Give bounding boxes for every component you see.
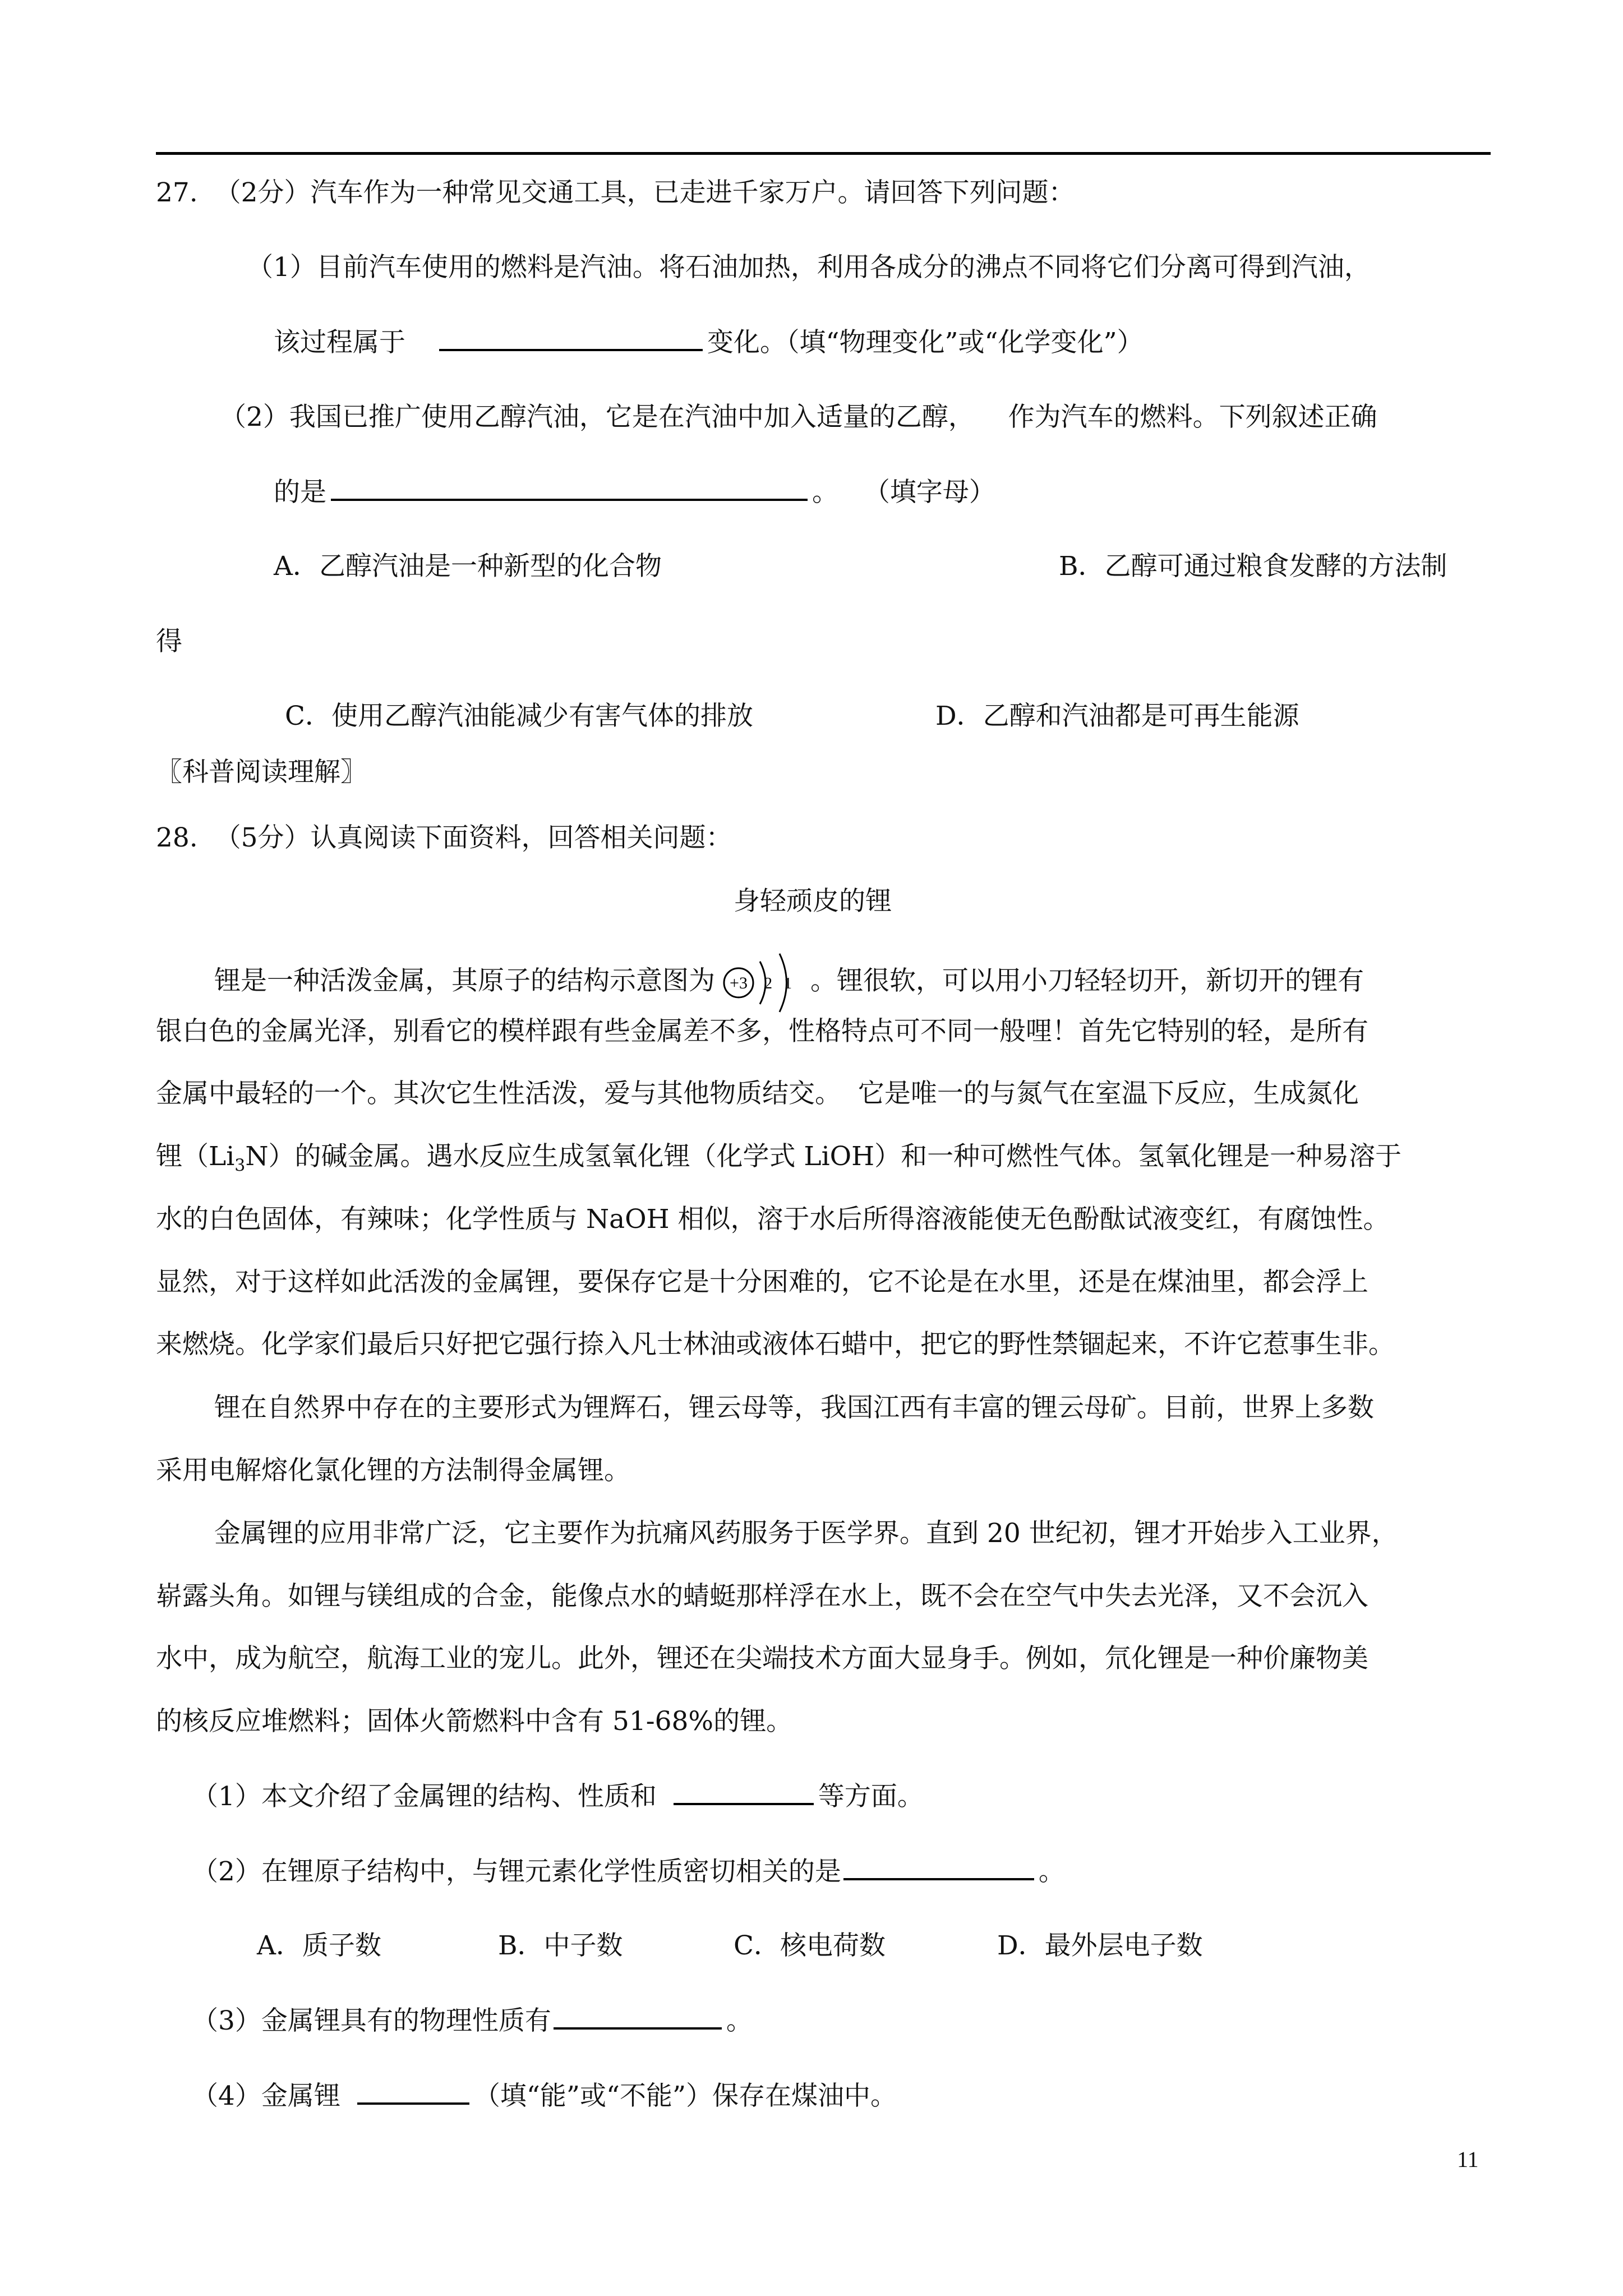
q27-part2-line2: 的是 。 （填字母） [274,474,995,510]
para3-line4: 的核反应堆燃料；固体火箭燃料中含有 51-68%的锂。 [156,1706,793,1737]
q28-q1-answer-blank[interactable] [674,1778,814,1805]
para2-line2: 采用电解熔化氯化锂的方法制得金属锂。 [156,1455,630,1486]
q28-q4-answer-blank[interactable] [357,2078,469,2105]
lithium-atom-diagram [721,949,805,1016]
q28-question-2: （2）在锂原子结构中，与锂元素化学性质密切相关的是 。 [192,1853,1065,1890]
q28-q2-option-d: D．最外层电子数 [997,1930,1203,1961]
q27-option-c: C．使用乙醇汽油能减少有害气体的排放 [285,701,753,731]
q27-option-b: B．乙醇可通过粮食发酵的方法制 [1059,551,1447,582]
page-number: 11 [1457,2147,1479,2172]
atom-nucleus-charge: +3 [730,974,748,992]
article-title: 身轻顽皮的锂 [734,886,892,917]
q28-question-4: （4）金属锂 （填“能”或“不能”）保存在煤油中。 [192,2078,897,2114]
q27-part1-line1: （1）目前汽车使用的燃料是汽油。将石油加热，利用各成分的沸点不同将它们分离可得到汽油， [247,252,1371,283]
q28-stem: 28. （5分）认真阅读下面资料，回答相关问题： [156,822,732,853]
q28-q2-option-c: C．核电荷数 [734,1930,886,1961]
para1-line5: 水的白色固体，有辣味；化学性质与 NaOH 相似，溶于水后所得溶液能使无色酚酞试液变红，有腐蚀性。 [156,1204,1390,1235]
para3-line1: 金属锂的应用非常广泛，它主要作为抗痛风药服务于医学界。直到 20 世纪初，锂才开始步入工业界， [214,1518,1398,1549]
q27-part2-line1: （2）我国已推广使用乙醇汽油，它是在汽油中加入适量的乙醇， 作为汽车的燃料。下列叙述正确 [220,402,1377,432]
q27-option-d: D．乙醇和汽油都是可再生能源 [935,701,1299,731]
q27-part1-answer-blank[interactable] [439,324,703,351]
q27-option-b-continued: 得 [156,626,182,657]
q28-question-3: （3）金属锂具有的物理性质有 。 [192,2003,753,2039]
para1-line2: 银白色的金属光泽，别看它的模样跟有些金属差不多，性格特点可不同一般哩！首先它特别的轻，是所有 [156,1016,1368,1047]
atom-shell-2-electrons: 1 [784,975,792,992]
q28-q2-answer-blank[interactable] [843,1853,1034,1880]
para2-line1: 锂在自然界中存在的主要形式为锂辉石，锂云母等，我国江西有丰富的锂云母矿。目前，世界上多数 [214,1392,1374,1423]
header-rule [156,152,1491,155]
para3-line2: 崭露头角。如锂与镁组成的合金，能像点水的蜻蜓那样浮在水上，既不会在空气中失去光泽，又不会沉入 [156,1581,1368,1612]
q28-q2-option-a: A．质子数 [257,1930,381,1961]
section-header: 〖科普阅读理解〗 [156,757,367,788]
para1-line6: 显然，对于这样如此活泼的金属锂，要保存它是十分困难的，它不论是在水里，还是在煤油里，都会浮上 [156,1267,1368,1297]
q28-question-1: （1）本文介绍了金属锂的结构、性质和 等方面。 [192,1778,924,1815]
para3-line3: 水中，成为航空，航海工业的宠儿。此外，锂还在尖端技术方面大显身手。例如，氘化锂是一种价廉物美 [156,1643,1368,1674]
q27-stem: 27. （2分）汽车作为一种常见交通工具，已走进千家万户。请回答下列问题： [156,177,1075,208]
para1-line4: 锂$(Li_3N)$的碱金属。遇水反应生成氢氧化锂（化学式 LiOH）和一种可燃性气体。氢氧化锂是一种易溶于 [156,1141,1402,1176]
q28-q3-answer-blank[interactable] [554,2003,722,2030]
para1-line1: 锂是一种活泼金属，其原子的结构示意图为 +3 2 1 。锂很软，可以用小刀轻轻切开，新切开的锂有 [214,949,1364,1016]
q28-q2-option-b: B．中子数 [498,1930,623,1961]
para1-line3: 金属中最轻的一个。其次它生性活泼，爱与其他物质结交。 它是唯一的与氮气在室温下反应，生成氮化 [156,1078,1359,1109]
q27-option-a: A．乙醇汽油是一种新型的化合物 [274,551,662,582]
para1-line7: 来燃烧。化学家们最后只好把它强行捺入凡士林油或液体石蜡中，把它的野性禁锢起来，不许它惹事生非。 [156,1329,1395,1360]
q27-part2-answer-blank[interactable] [331,474,808,501]
atom-shell-1-electrons: 2 [764,975,772,992]
q27-part1-line2: 该过程属于 变化。（填“物理变化”或“化学变化”） [274,324,1144,361]
